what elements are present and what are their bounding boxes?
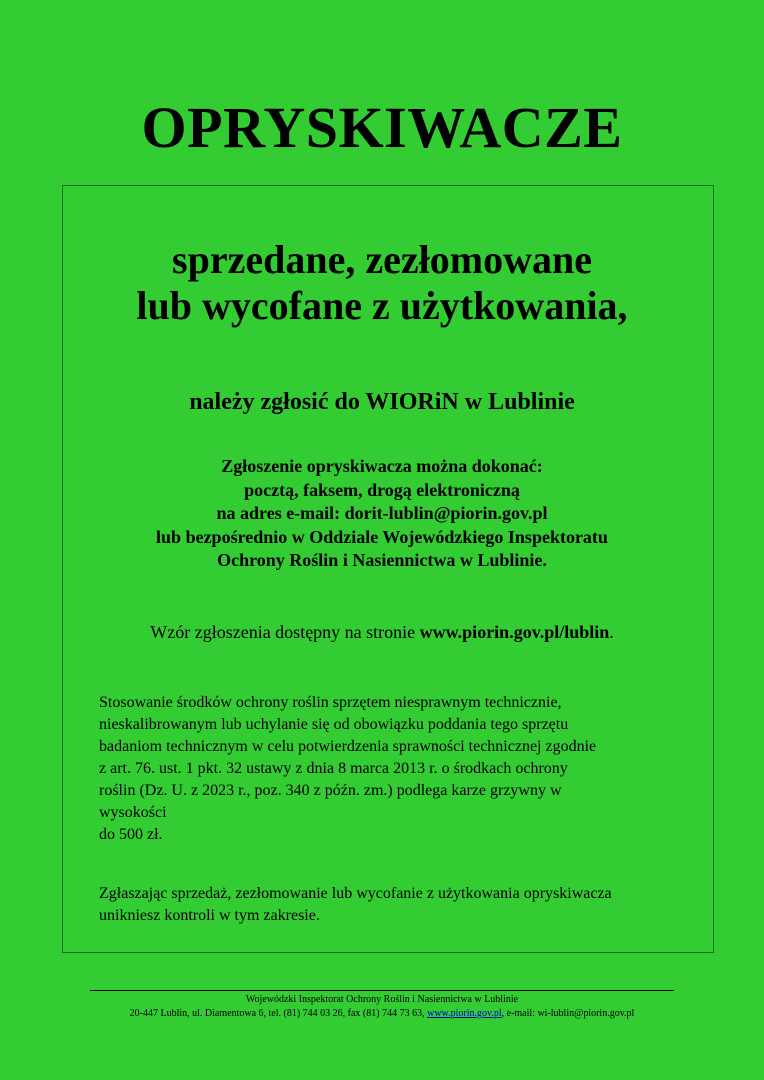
footer-email: , e-mail: wi-lublin@piorin.gov.pl [501,1008,635,1019]
penalty-line-2: nieskalibrowanym lub uchylanie się od obowiązku poddania tego sprzętu [99,716,569,733]
penalty-paragraph [99,692,680,846]
note-line-2: unikniesz kontroli w tym zakresie. [99,907,320,924]
headline [0,237,764,329]
penalty-line-3: badaniom technicznym w celu potwierdzenia sprawności technicznej zgodnie [99,738,597,755]
penalty-line-1: Stosowanie środków ochrony roślin sprzętem niesprawnym technicznie, [99,694,562,711]
reporting-methods-line-5: Ochrony Roślin i Nasiennictwa w Lublinie. [217,550,547,570]
footer-website-link[interactable]: www.piorin.gov.pl [427,1008,502,1019]
template-info-suffix: . [609,622,614,642]
reporting-methods-line-2: pocztą, faksem, drogą elektroniczną [244,479,520,500]
report-instruction: należy zgłosić do WIORiN w Lublinie [189,389,575,415]
penalty-line-5: roślin (Dz. U. z 2023 r., poz. 340 z późn. zm.) podlega karze grzywny w [99,782,562,799]
headline-line-2: lub wycofane z użytkowania, [136,283,628,328]
reporting-methods-line-3: na adres e-mail: dorit-lublin@piorin.gov.pl [216,503,548,523]
template-info-prefix: Wzór zgłoszenia dostępny na stronie [150,622,420,642]
penalty-line-4: z art. 76. ust. 1 pkt. 32 ustawy z dnia 8 marca 2013 r. o środkach ochrony [99,760,568,777]
note-line-1: Zgłaszając sprzedaż, zezłomowanie lub wycofanie z użytkowania opryskiwacza [99,885,612,902]
footer-address: 20-447 Lublin, ul. Diamentowa 6, tel. (81) 744 03 26, fax (81) 744 73 63, [129,1008,428,1019]
reporting-methods [0,455,764,573]
penalty-line-7: do 500 zł. [99,826,163,843]
template-info-url: www.piorin.gov.pl/lublin [419,622,610,642]
footer-divider [90,990,674,991]
footer-contact [0,1007,764,1021]
footer [0,993,764,1021]
page-title: OPRYSKIWACZE [141,95,623,160]
template-info [0,620,764,644]
penalty-line-6: wysokości [99,804,167,821]
headline-line-1: sprzedane, zezłomowane [172,237,592,282]
reporting-methods-line-1: Zgłoszenie opryskiwacza można dokonać: [221,456,543,476]
reporting-methods-line-4: lub bezpośrednio w Oddziale Wojewódzkiego Inspektoratu [156,526,608,547]
footer-institution: Wojewódzki Inspektorat Ochrony Roślin i Nasiennictwa w Lublinie [245,994,519,1005]
note-paragraph [99,883,689,927]
